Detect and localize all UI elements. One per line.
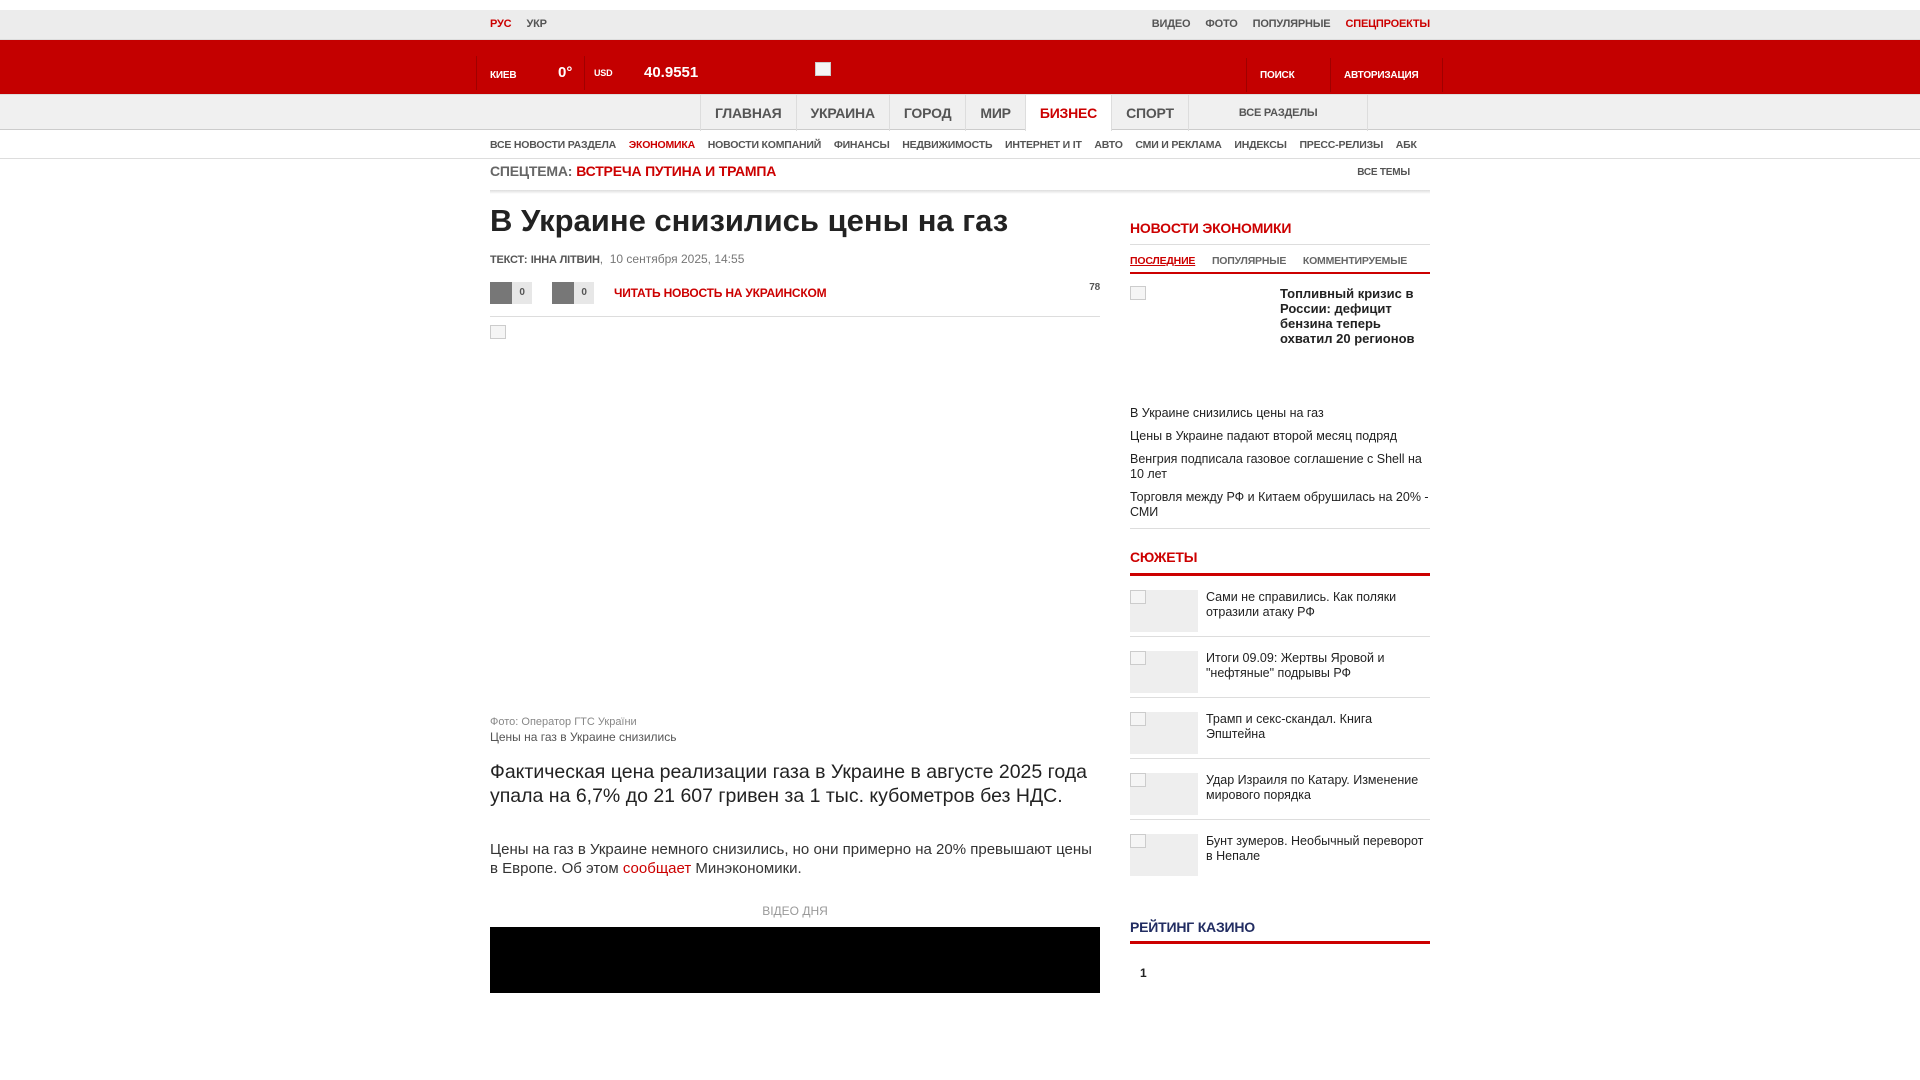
main-nav-city[interactable]: ГОРОД (889, 95, 965, 131)
story-title[interactable]: Трамп и секс-скандал. Книга Эпштейна (1206, 712, 1373, 741)
top-bar (0, 10, 1920, 40)
news-item[interactable]: Торговля между РФ и Китаем обрушилась на 20% - СМИ (1130, 490, 1429, 519)
sub-nav-press-releases[interactable]: ПРЕСС-РЕЛИЗЫ (1299, 139, 1384, 151)
header-divider (1442, 58, 1443, 92)
video-of-day-label: ВІДЕО ДНЯ (762, 904, 828, 918)
story-item[interactable] (1130, 698, 1430, 759)
login-button[interactable]: АВТОРИЗАЦИЯ (1344, 70, 1419, 81)
sidebar (1130, 220, 1430, 980)
all-topics-link[interactable]: ВСЕ ТЕМЫ (1357, 167, 1410, 178)
top-nav (1140, 18, 1430, 30)
main-nav (0, 94, 1920, 130)
sub-nav-finance[interactable]: ФИНАНСЫ (833, 139, 890, 151)
story-title[interactable]: Бунт зумеров. Необычный переворот в Непале (1206, 834, 1424, 863)
news-tabs (1130, 244, 1430, 274)
story-thumbnail (1130, 834, 1198, 876)
views-count: 78 (1089, 282, 1100, 293)
special-topic-label: СПЕЦТЕМА: (490, 163, 573, 179)
tab-commented[interactable]: КОММЕНТИРУЕМЫЕ (1302, 255, 1408, 267)
divider (1130, 528, 1430, 529)
video-player[interactable] (490, 927, 1100, 993)
share-row (490, 282, 1100, 317)
sub-nav-economy[interactable]: ЭКОНОМИКА (628, 139, 695, 151)
body-text: Цены на газ в Украине немного снизились, но они примерно на 20% превышают цены в Европе. Об этом (490, 841, 1092, 877)
stories-heading[interactable]: СЮЖЕТЫ (1130, 549, 1430, 576)
top-nav-video[interactable]: ВИДЕО (1151, 18, 1191, 30)
sub-nav (0, 131, 1920, 159)
broken-image-icon (1130, 286, 1146, 300)
casino-rating-heading: РЕЙТИНГ КАЗИНО (1130, 919, 1430, 944)
story-title[interactable]: Итоги 09.09: Жертвы Яровой и "нефтяные" подрывы РФ (1206, 651, 1385, 680)
article-photo (490, 325, 1100, 715)
lang-ukr[interactable]: УКР (526, 18, 547, 30)
telegram-share-icon[interactable] (552, 282, 574, 304)
top-nav-photo[interactable]: ФОТО (1205, 18, 1238, 30)
story-title[interactable]: Сами не справились. Как поляки отразили атаку РФ (1206, 590, 1397, 619)
sub-nav-abk[interactable]: АБК (1395, 139, 1417, 151)
photo-caption: Цены на газ в Украине снизились (490, 730, 677, 744)
article-meta: ТЕКСТ: ІННА ЛІТВИН, 10 сентября 2025, 14:55 (490, 252, 745, 266)
broken-image-icon (1130, 773, 1146, 787)
sub-nav-realty[interactable]: НЕДВИЖИМОСТЬ (902, 139, 993, 151)
story-title[interactable]: Удар Израиля по Катару. Изменение мирового порядка (1206, 773, 1419, 802)
read-in-ukrainian-link[interactable]: ЧИТАТЬ НОВОСТЬ НА УКРАИНСКОМ (614, 286, 827, 300)
main-nav-all-sections[interactable]: ВСЕ РАЗДЕЛЫ (1188, 95, 1369, 131)
broken-image-icon (1130, 834, 1146, 848)
special-topic-link[interactable]: ВСТРЕЧА ПУТИНА И ТРАМПА (576, 163, 777, 179)
broken-image-icon (1130, 651, 1146, 665)
tab-latest[interactable]: ПОСЛЕДНИЕ (1130, 255, 1196, 267)
sub-nav-auto[interactable]: АВТО (1094, 139, 1123, 151)
story-thumbnail (1130, 651, 1198, 693)
story-item[interactable] (1130, 637, 1430, 698)
main-nav-home[interactable]: ГЛАВНАЯ (700, 95, 796, 131)
article-title: В Украине снизились цены на газ (490, 203, 1009, 238)
author-prefix: ТЕКСТ: (490, 254, 528, 266)
currency-value: 40.9551 (644, 64, 699, 81)
sub-nav-internet-it[interactable]: ИНТЕРНЕТ И IT (1005, 139, 1082, 151)
top-nav-popular[interactable]: ПОПУЛЯРНЫЕ (1252, 18, 1331, 30)
sub-nav-all-news[interactable]: ВСЕ НОВОСТИ РАЗДЕЛА (490, 139, 616, 151)
story-item[interactable] (1130, 576, 1430, 637)
economy-news-heading[interactable]: НОВОСТИ ЭКОНОМИКИ (1130, 220, 1292, 236)
currency-label: USD (594, 68, 613, 78)
lang-rus[interactable]: РУС (490, 18, 512, 30)
top-nav-specprojects[interactable]: СПЕЦПРОЕКТЫ (1345, 18, 1430, 30)
article-lead: Фактическая цена реализации газа в Украине в августе 2025 года упала на 6,7% до 21 607 гривен за 1 тыс. кубометров без НДС. (490, 761, 1087, 807)
body-text: Минэкономики. (691, 860, 802, 877)
main-nav-world[interactable]: МИР (965, 95, 1024, 131)
broken-image-icon (1130, 590, 1146, 604)
header-divider (476, 56, 477, 90)
news-item[interactable]: В Украине снизились цены на газ (1130, 406, 1324, 420)
article-body (490, 840, 1102, 878)
featured-news[interactable] (1130, 286, 1430, 406)
author-name[interactable]: ІННА ЛІТВИН (530, 254, 600, 266)
story-thumbnail (1130, 773, 1198, 815)
casino-rating-item[interactable]: 1 (1140, 966, 1147, 980)
featured-news-title[interactable]: Топливный кризис в России: дефицит бензина теперь охватил 20 регионов (1280, 286, 1415, 346)
story-item[interactable] (1130, 759, 1430, 820)
weather-city[interactable]: КИЕВ (490, 70, 517, 81)
broken-image-icon (490, 325, 506, 339)
broken-image-icon (1130, 712, 1146, 726)
facebook-share-icon[interactable] (490, 282, 512, 304)
share-count: 0 (574, 282, 594, 304)
weather-temperature: 0° (558, 64, 573, 81)
language-switcher (490, 18, 559, 30)
article-date: 10 сентября 2025, 14:55 (609, 252, 745, 266)
source-link[interactable]: сообщает (622, 860, 692, 877)
news-item[interactable]: Венгрия подписала газовое соглашение с Shell на 10 лет (1130, 452, 1422, 481)
tab-popular[interactable]: ПОПУЛЯРНЫЕ (1211, 255, 1287, 267)
article-header (490, 200, 1100, 317)
header-divider (584, 56, 585, 90)
main-nav-ukraine[interactable]: УКРАИНА (796, 95, 889, 131)
share-count: 0 (512, 282, 532, 304)
divider (490, 190, 1430, 194)
story-item[interactable] (1130, 820, 1430, 881)
sub-nav-indexes[interactable]: ИНДЕКСЫ (1234, 139, 1287, 151)
news-item[interactable]: Цены в Украине падают второй месяц подряд (1130, 429, 1398, 443)
main-nav-business[interactable]: БИЗНЕС (1025, 95, 1111, 131)
story-thumbnail (1130, 590, 1198, 632)
header-divider (1246, 58, 1247, 92)
header-divider (1330, 58, 1331, 92)
news-list (1130, 406, 1430, 520)
sub-nav-company-news[interactable]: НОВОСТИ КОМПАНИЙ (707, 139, 822, 151)
special-topic-bar (490, 163, 1430, 193)
main-nav-sport[interactable]: СПОРТ (1111, 95, 1188, 131)
header-bar (0, 40, 1920, 94)
story-thumbnail (1130, 712, 1198, 754)
search-button[interactable]: ПОИСК (1260, 70, 1295, 81)
photo-credit: Фото: Оператор ГТС України (490, 716, 637, 728)
sub-nav-media[interactable]: СМИ И РЕКЛАМА (1135, 139, 1222, 151)
site-logo[interactable] (815, 62, 831, 76)
